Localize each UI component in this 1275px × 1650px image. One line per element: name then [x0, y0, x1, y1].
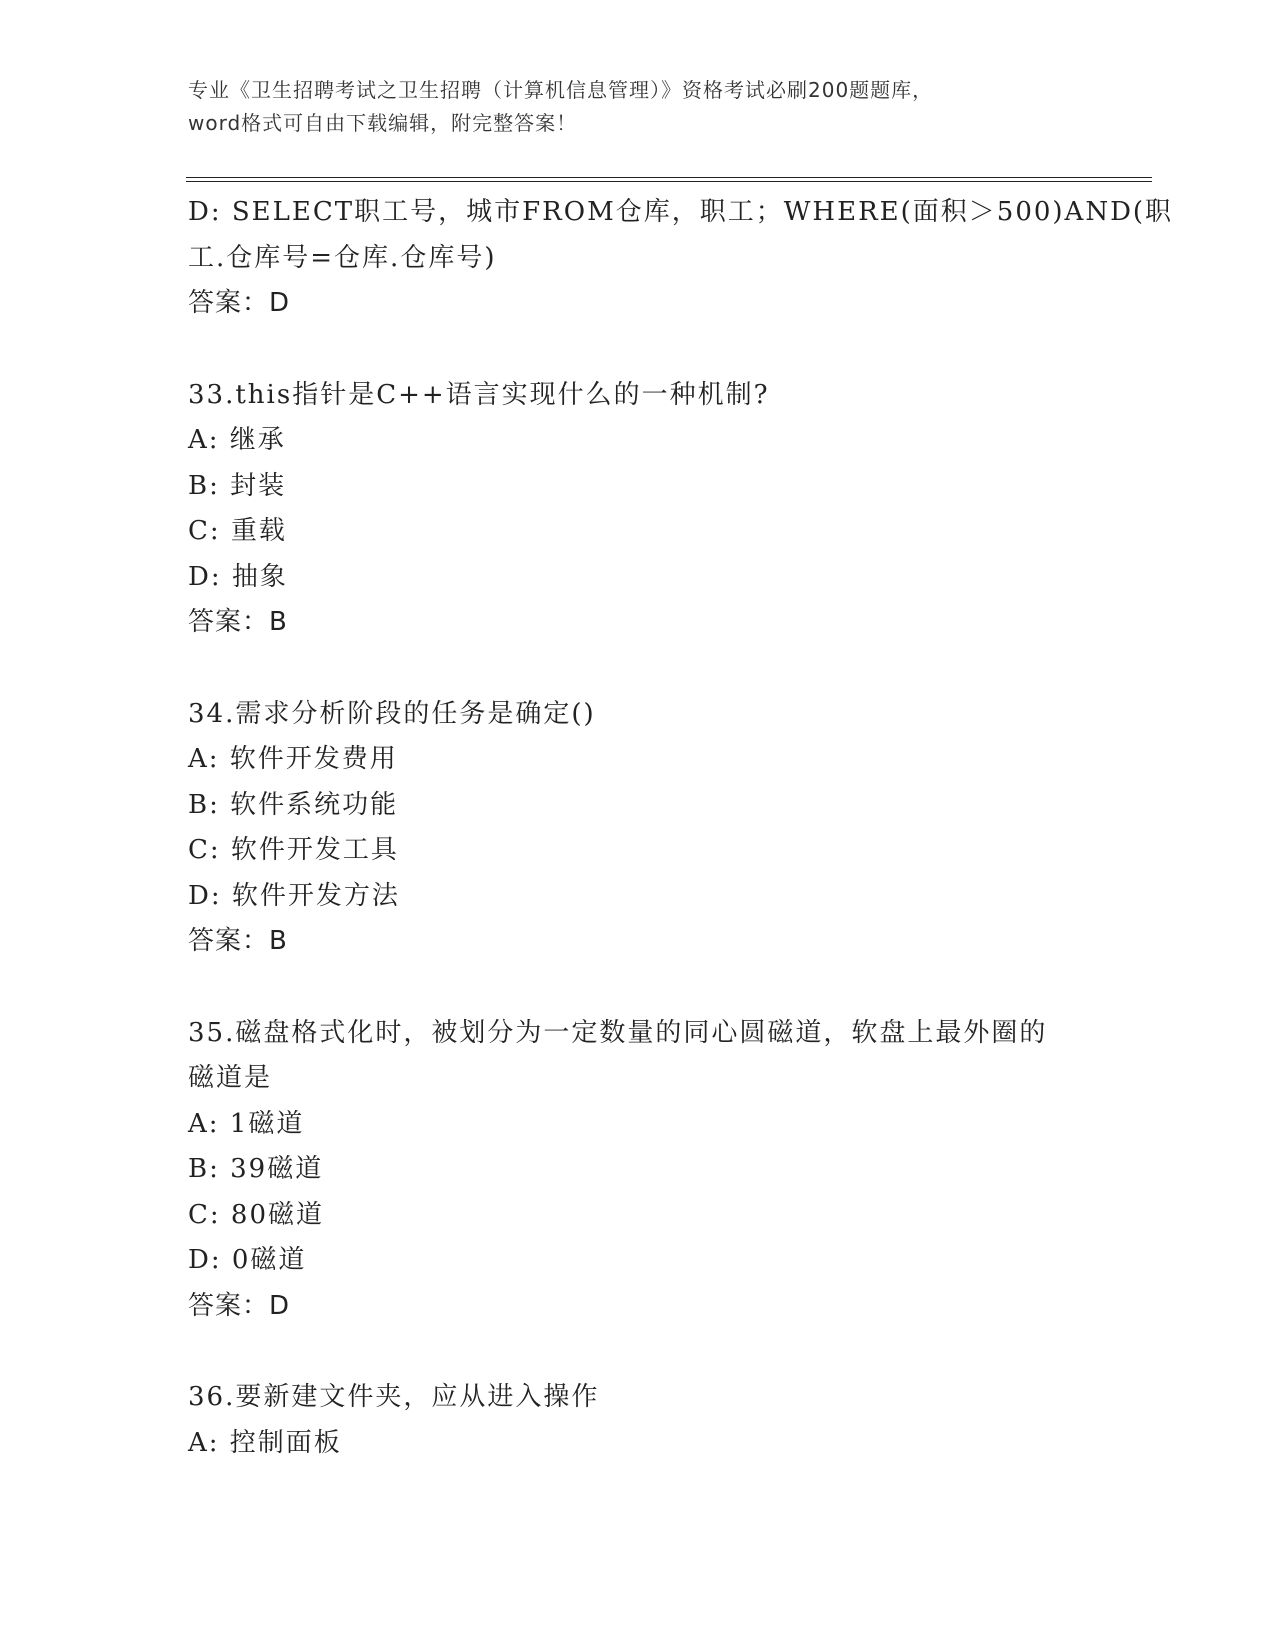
option-d: D: 抽象: [188, 561, 288, 592]
question-35: [188, 1011, 1088, 1330]
option-a: A: 继承: [188, 425, 286, 455]
page-header: [188, 74, 1088, 140]
question-content: [188, 190, 1174, 1466]
option-d: D: 0磁道: [188, 1245, 307, 1275]
question-stem: 35.磁盘格式化时，被划分为一定数量的同心圆磁道，软盘上最外圈的: [188, 1017, 1048, 1048]
question-34: [188, 692, 1088, 965]
question-stem: 36.要新建文件夹，应从进入操作: [188, 1382, 600, 1412]
option-a: A: 软件开发费用: [188, 744, 398, 774]
option-c: C: 软件开发工具: [188, 835, 399, 865]
spacer: [188, 1329, 1088, 1375]
spacer: [188, 327, 1088, 373]
question-stem-continued: 磁道是: [188, 1063, 273, 1093]
option-a: A: 1磁道: [188, 1108, 305, 1139]
answer: 答案：D: [188, 288, 291, 318]
option-d: D: SELECT职工号，城市FROM仓库，职工；WHERE(面积＞500)AND(职: [188, 197, 1174, 227]
spacer: [188, 646, 1088, 692]
question-32-tail: [188, 190, 1174, 327]
header-double-rule: [186, 177, 1152, 182]
answer: 答案：B: [188, 926, 288, 956]
option-c: C: 80磁道: [188, 1199, 325, 1230]
option-b: B: 39磁道: [188, 1154, 324, 1184]
option-d-continued: 工.仓库号=仓库.仓库号): [188, 242, 497, 273]
option-a: A: 控制面板: [188, 1427, 342, 1458]
option-c: C: 重载: [188, 516, 287, 546]
spacer: [188, 965, 1088, 1011]
option-b: B: 封装: [188, 470, 287, 501]
question-33: [188, 373, 1088, 646]
option-d: D: 软件开发方法: [188, 880, 400, 911]
header-line-2: word格式可自由下载编辑，附完整答案！: [188, 111, 578, 135]
answer: 答案：D: [188, 1290, 291, 1321]
answer: 答案：B: [188, 607, 288, 637]
question-36: [188, 1375, 1088, 1466]
option-b: B: 软件系统功能: [188, 789, 399, 820]
header-line-1: 专业《卫生招聘考试之卫生招聘（计算机信息管理）》资格考试必刷200题题库，: [188, 78, 934, 102]
question-stem: 34.需求分析阶段的任务是确定(): [188, 698, 596, 729]
question-stem: 33.this指针是C++语言实现什么的一种机制?: [188, 379, 770, 410]
